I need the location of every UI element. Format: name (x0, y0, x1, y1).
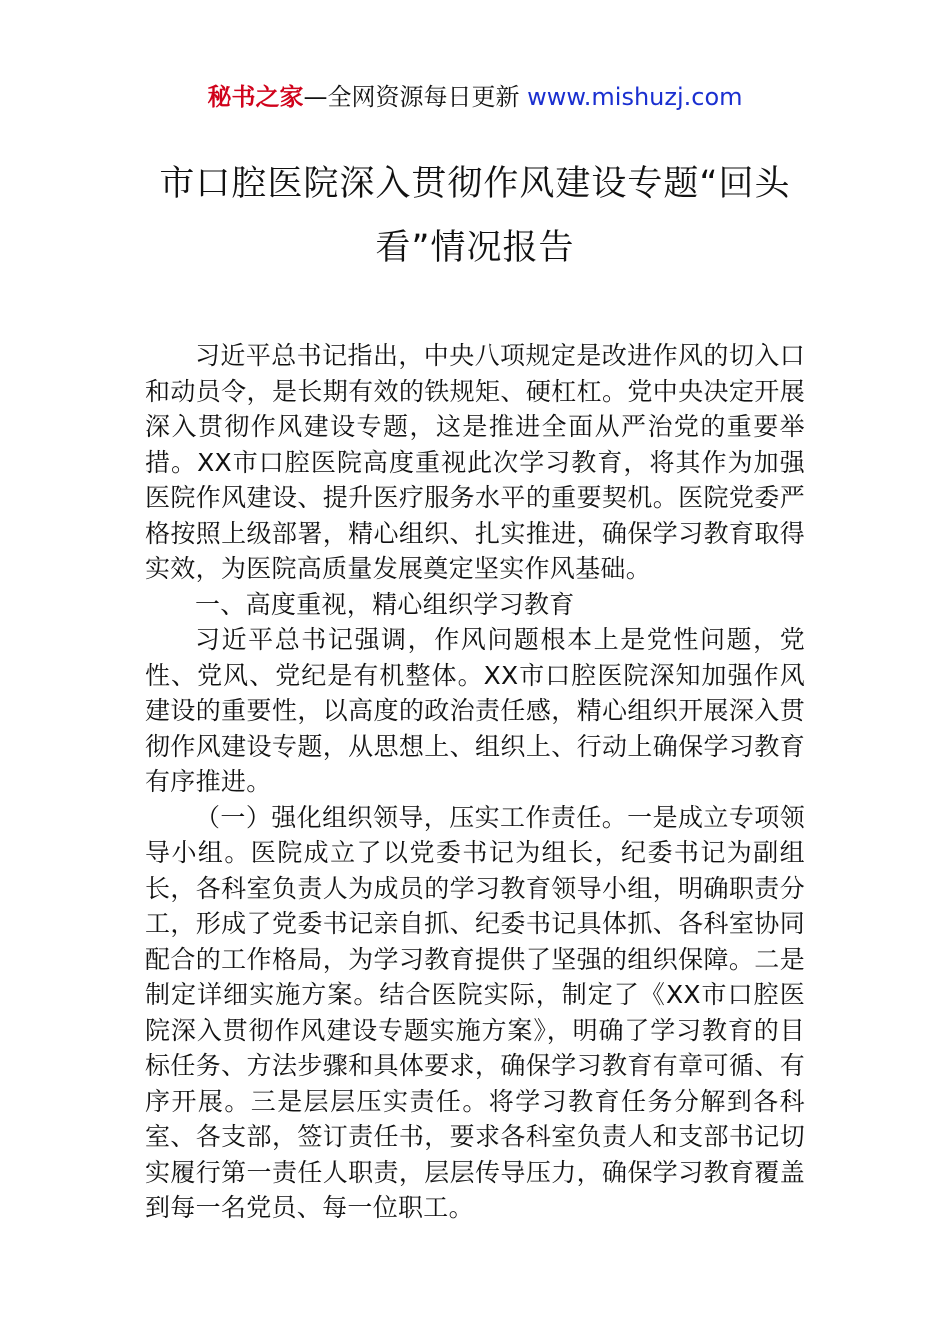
site-header (0, 80, 950, 114)
document-title: 市口腔医院深入贯彻作风建设专题“回头看”情况报告 (159, 164, 791, 268)
paragraph-intro: 习近平总书记指出，中央八项规定是改进作风的切入口和动员令，是长期有效的铁规矩、硬杠杠。党中央决定开展深入贯彻作风建设专题，这是推进全面从严治党的重要举措。XX市口腔医院高度重视此次学习教育，将其作为加强医院作风建设、提升医疗服务水平的重要契机。医院党委严格按照上级部署，精心组织、扎实推进，确保学习教育取得实效，为医院高质量发展奠定坚实作风基础。 (145, 341, 805, 583)
header-tagline: —全网资源每日更新 (303, 83, 520, 111)
paragraph-section-intro: 习近平总书记强调，作风问题根本上是党性问题，党性、党风、党纪是有机整体。XX市口腔医院深知加强作风建设的重要性，以高度的政治责任感，精心组织开展深入贯彻作风建设专题，从思想上、组织上、行动上确保学习教育有序推进。 (145, 625, 805, 796)
header-site-link[interactable]: www.mishuzj.com (527, 83, 743, 111)
header-brand: 秘书之家 (207, 83, 304, 111)
section-heading: 一、高度重视，精心组织学习教育 (195, 589, 575, 619)
document-body (145, 338, 805, 1226)
paragraph-subsection-1: （一）强化组织领导，压实工作责任。一是成立专项领导小组。医院成立了以党委书记为组长，纪委书记为副组长，各科室负责人为成员的学习教育领导小组，明确职责分工，形成了党委书记亲自抓、纪委书记具体抓、各科室协同配合的工作格局，为学习教育提供了坚强的组织保障。二是制定详细实施方案。结合医院实际，制定了《XX市口腔医院深入贯彻作风建设专题实施方案》，明确了学习教育的目标任务、方法步骤和具体要求，确保学习教育有章可循、有序开展。三是层层压实责任。将学习教育任务分解到各科室、各支部，签订责任书，要求各科室负责人和支部书记切实履行第一责任人职责，层层传导压力，确保学习教育覆盖到每一名党员、每一位职工。 (145, 802, 805, 1222)
